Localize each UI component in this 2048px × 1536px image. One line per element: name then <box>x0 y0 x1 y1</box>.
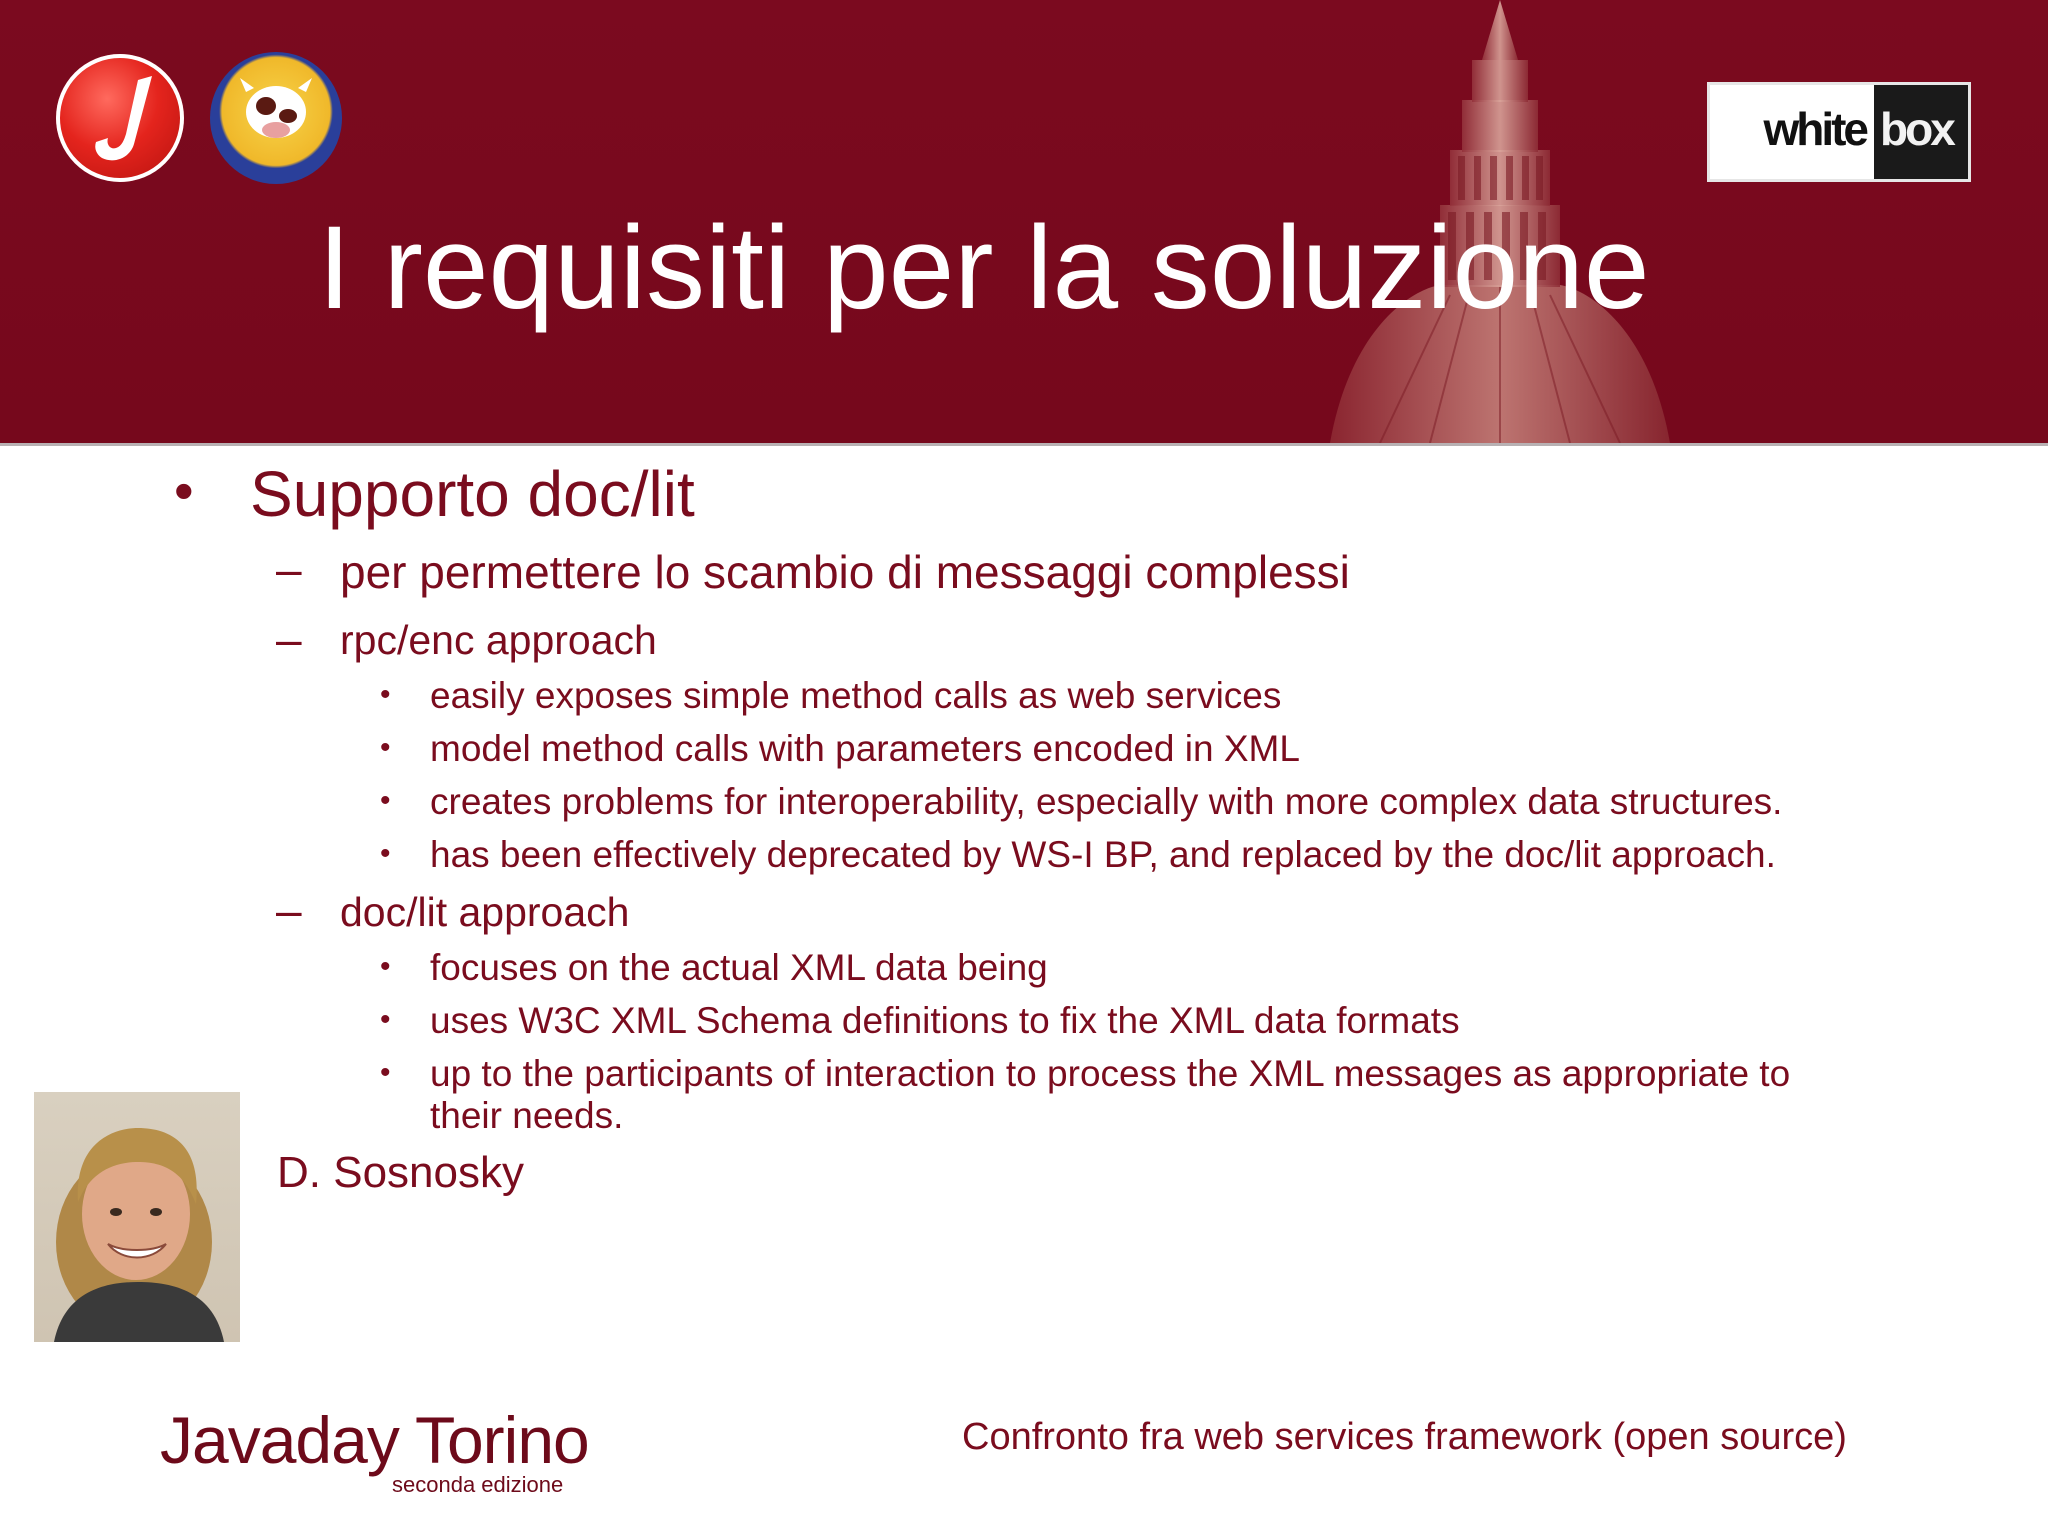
header-divider <box>0 443 2048 446</box>
dash-icon: – <box>276 884 302 936</box>
bullet-icon: • <box>380 950 391 983</box>
bullet-icon: • <box>380 784 391 817</box>
list-item-continuation: their needs. <box>430 1095 624 1136</box>
jug-torino-cow-logo-icon <box>210 52 342 184</box>
bullet-icon: • <box>380 1056 391 1089</box>
list-item: easily exposes simple method calls as web services <box>430 675 1282 716</box>
sub-item: per permettere lo scambio di messaggi complessi <box>340 546 1350 598</box>
javaday-j-logo-icon <box>56 54 184 182</box>
sub-item: rpc/enc approach <box>340 617 657 663</box>
bullet-icon: • <box>380 678 391 711</box>
footer-caption: Confronto fra web services framework (open source) <box>962 1416 1847 1458</box>
list-item: model method calls with parameters encoded in XML <box>430 728 1300 769</box>
whitebox-logo-box-text: box <box>1880 103 1953 155</box>
javaday-torino-footer-subtitle: seconda edizione <box>392 1472 564 1497</box>
bullet-icon: • <box>174 459 194 522</box>
whitebox-logo-white-text: white <box>1763 103 1866 155</box>
list-item: creates problems for interoperability, especially with more complex data structures. <box>430 781 1783 822</box>
list-item: has been effectively deprecated by WS-I BP, and replaced by the doc/lit approach. <box>430 834 1776 875</box>
author-name: D. Sosnosky <box>277 1148 524 1197</box>
whitebox-logo <box>1707 82 1971 182</box>
list-item: uses W3C XML Schema definitions to fix the XML data formats <box>430 1000 1460 1041</box>
bullet-icon: • <box>380 1003 391 1036</box>
sub-item: doc/lit approach <box>340 889 630 935</box>
slide-title: I requisiti per la soluzione <box>318 202 1650 334</box>
javaday-torino-footer-logo: Javaday Torino <box>160 1403 589 1477</box>
main-bullet: Supporto doc/lit <box>250 458 695 530</box>
bullet-icon: • <box>380 837 391 870</box>
list-item: up to the participants of interaction to process the XML messages as appropriate to <box>430 1053 1791 1094</box>
dash-icon: – <box>276 543 302 595</box>
dash-icon: – <box>276 613 302 665</box>
author-photo <box>34 1092 240 1342</box>
list-item: focuses on the actual XML data being <box>430 947 1048 988</box>
bullet-icon: • <box>380 731 391 764</box>
